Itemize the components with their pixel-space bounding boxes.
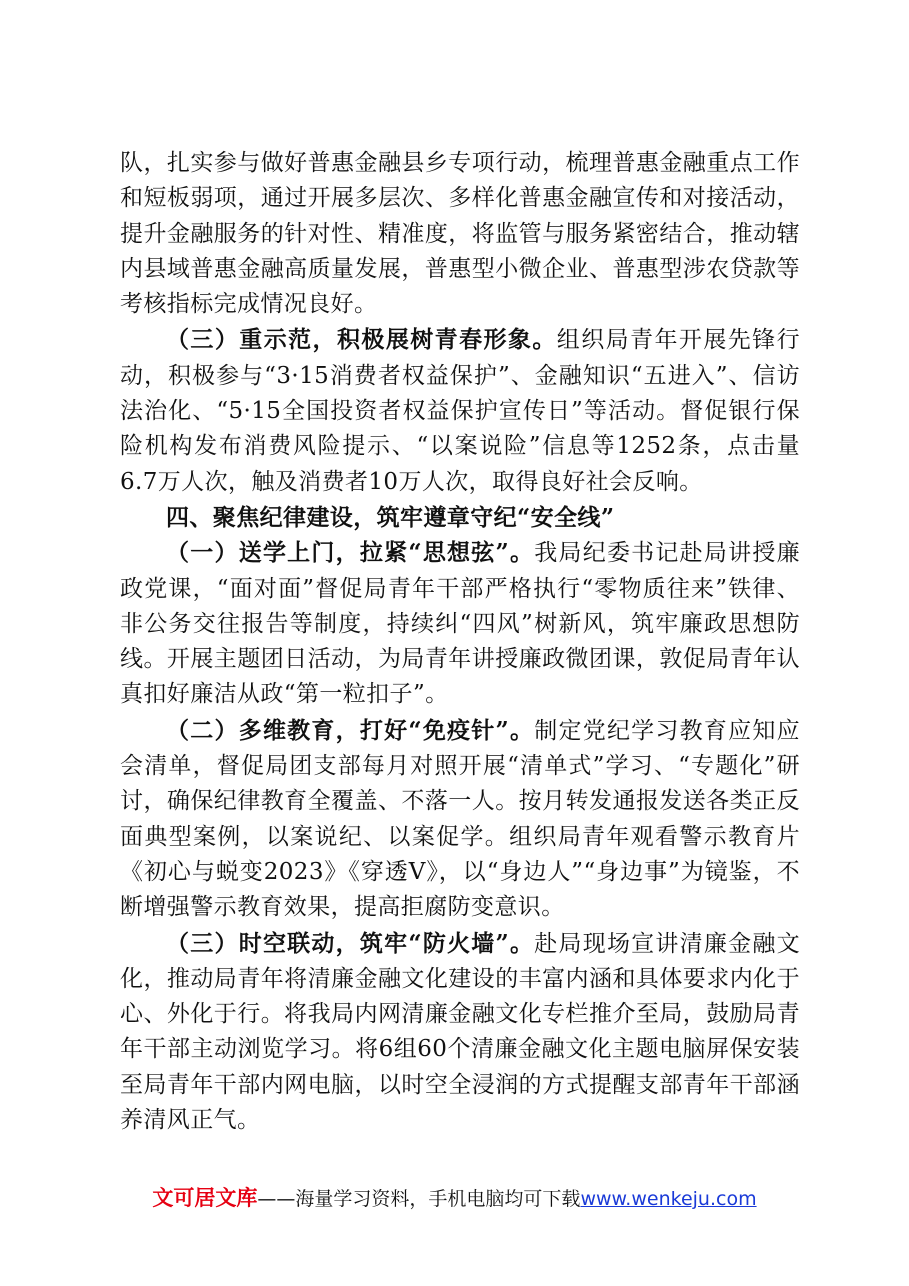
paragraph-body: 制定党纪学习教育应知应会清单，督促局团支部每月对照开展“清单式”学习、“专题化”研讨，确保纪律教育全覆盖、不落一人。按月转发通报发送各类正反面典型案例，以案说纪、以案促学。组织局青年观看警示教育片《初心与蜕变2023》《穿透Ⅴ》，以“身边人”“身边事”为镜鉴，不断增强警示教育效果，提高拒腐防变意识。 [120, 717, 800, 921]
paragraph-body: 赴局现场宣讲清廉金融文化，推动局青年将清廉金融文化建设的丰富内涵和具体要求内化于心、外化于行。将我局内网清廉金融文化专栏推介至局，鼓励局青年干部主动浏览学习。将6组60个清廉金融文化主题电脑屏保安装至局青年干部内网电脑，以时空全浸润的方式提醒支部青年干部涵养清风正气。 [120, 930, 800, 1134]
brand-name: 文可居文库 [152, 1186, 258, 1210]
paragraph-section-2-education [120, 713, 800, 926]
section-heading-4: 四、聚焦纪律建设，筑牢遵章守纪“安全线” [166, 503, 615, 531]
subheading-lead: （一）送学上门，拉紧“思想弦”。 [166, 539, 535, 567]
footer-banner [0, 1182, 909, 1212]
footer-tagline: ——海量学习资料，手机电脑均可下载 [257, 1188, 581, 1210]
subheading-lead: （二）多维教育，打好“免疫针”。 [166, 716, 535, 744]
paragraph-body: 我局纪委书记赴局讲授廉政党课，“面对面”督促局青年干部严格执行“零物质往来”铁律、非公务交往报告等制度，持续纠“四风”树新风，筑牢廉政思想防线。开展主题团日活动，为局青年讲授廉政微团课，敦促局青年认真扣好廉洁从政“第一粒扣子”。 [120, 540, 800, 708]
subheading-lead: （三）重示范，积极展树青春形象。 [166, 326, 557, 354]
paragraph-section-3-showcase [120, 322, 800, 499]
paragraph-continued: 队，扎实参与做好普惠金融县乡专项行动，梳理普惠金融重点工作和短板弱项，通过开展多层次、多样化普惠金融宣传和对接活动，提升金融服务的针对性、精准度，将监管与服务紧密结合，推动辖内县域普惠金融高质量发展，普惠型小微企业、普惠型涉农贷款等考核指标完成情况良好。 [120, 150, 800, 318]
subheading-lead: （三）时空联动，筑牢“防火墙”。 [166, 929, 535, 957]
footer-website-link[interactable]: www.wenkeju.com [580, 1188, 757, 1210]
paragraph-section-3-firewall [120, 926, 800, 1139]
paragraph-section-1-study [120, 535, 800, 712]
document-body [120, 146, 800, 1138]
paragraph-body: 组织局青年开展先锋行动，积极参与“3·15消费者权益保护”、金融知识“五进入”、信访法治化、“5·15全国投资者权益保护宣传日”等活动。督促银行保险机构发布消费风险提示、“以案说险”信息等1252条，点击量6.7万人次，触及消费者10万人次，取得良好社会反响。 [120, 327, 800, 495]
